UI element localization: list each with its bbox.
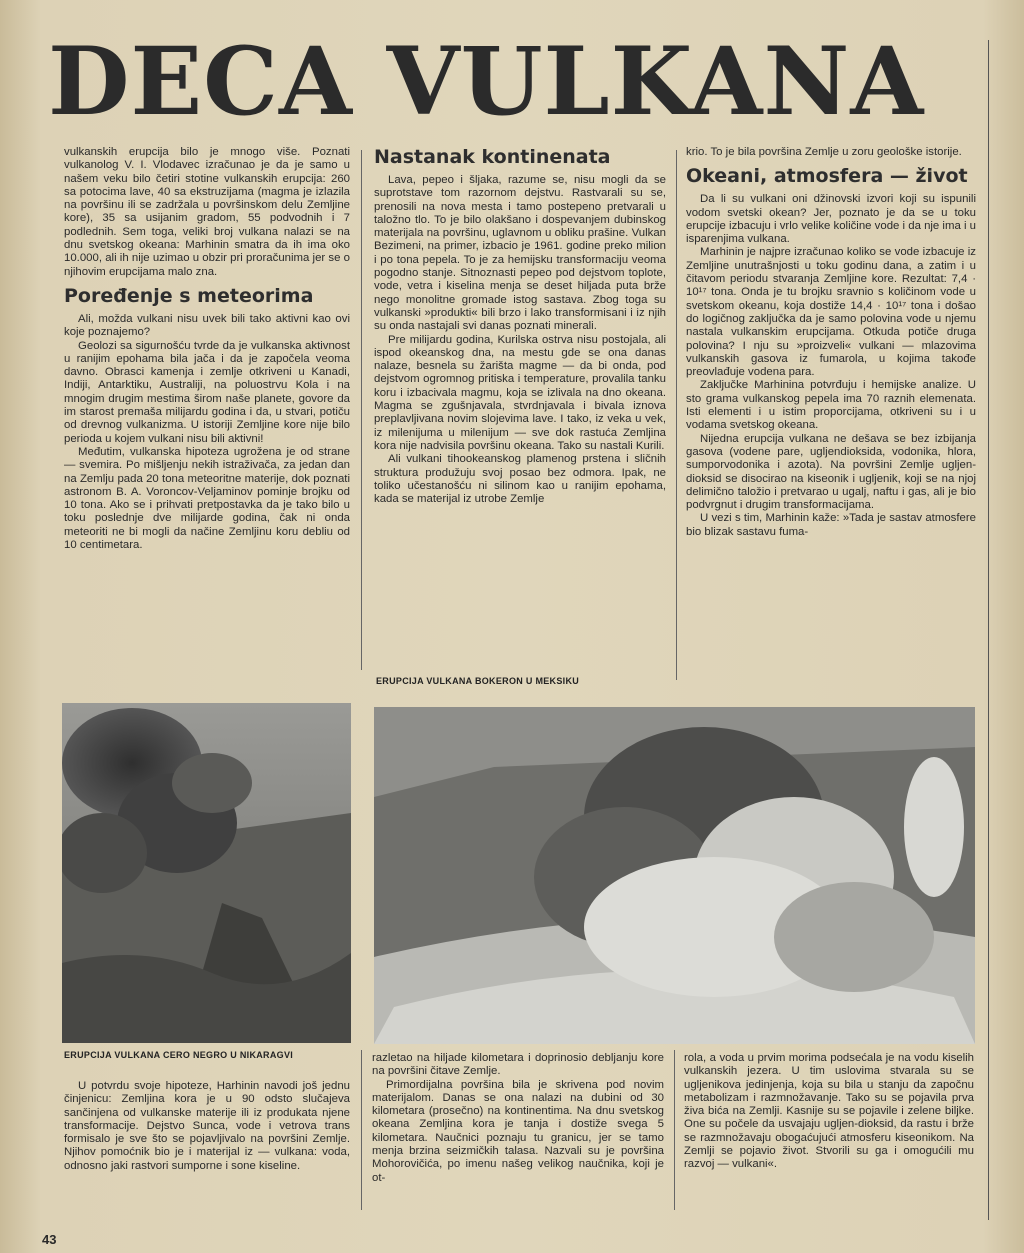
volcano-photo-left-image xyxy=(62,703,351,1043)
paragraph: Ali vulkani tihookeanskog plamenog prstena i sličnih struktura produžuju svoj posao bez odmora. Ipak, ne toliko učestanošću ni silinom kao u ranijim epohama, kada se materijal iz utrobe Zemlje xyxy=(374,453,666,506)
column-2-top xyxy=(374,146,666,676)
photo-cero-negro xyxy=(62,703,351,1043)
column-3-top xyxy=(686,146,976,691)
section-heading-okeani: Okeani, atmosfera — život xyxy=(686,165,968,188)
column-3-bottom xyxy=(684,1052,974,1212)
paragraph: vulkanskih erupcija bilo je mnogo više. Poznati vulkanolog V. I. Vlodavec izračunao je da je samo u našem veku bilo četiri stotine vulkanskih erupcija: 260 sa potocima lave, 40 sa ekstruzijama (magma je izlazila na površinu ili se zadržala u površinskom delu Zemljine kore), 35 sa usijanim gradom, 55 podvodnih i 7 podlednih. Sem toga, veliki broj vulkana nalazi se na dnu svetskog okeana: Marhinin smatra da ih ima oko 10.000, ali ih nije uzimao u obzir pri proračunima jer se o njihovim erupcijama malo zna. xyxy=(64,146,350,278)
paragraph: Primordijalna površina bila je skrivena pod novim materijalom. Danas se ona nalazi na dubini od 30 kilometara (prosečno) na kontinentima. Na dnu svetskog okeana Zemljina kora je tanja i dostiže svega 5 kilometara. Naučnici poznaju tu granicu, jer se tamo menja brzina seizmičkih talasa. Nazvali su je površina Mohorovičića, po imenu našeg velikog naučnika, koji je ot- xyxy=(372,1078,664,1184)
paragraph: Međutim, vulkanska hipoteza ugrožena je od strane — svemira. Po mišljenju nekih istraživača, za jedan dan na Zemlju pada 20 tona meteoritne materije, dok poznati astronom B. A. Voroncov-Veljaminov pominje brojku od 10 tona. Ako se i prihvati pretpostavka da je tako bilo u toku poslednje dve milijarde godina, čak ni onda meteoriti ne bi mogli da načine Zemljinu koru debliu od 10 centimetara. xyxy=(64,445,350,552)
paragraph: razletao na hiljade kilometara i doprinosio debljanju kore na površini čitave Zemlje. xyxy=(372,1052,664,1078)
paragraph: Lava, pepeo i šljaka, razume se, nisu mogli da se suprotstave tom razornom dejstvu. Rastvarali su se, prenosili na nova mesta i tamo postepeno pretvarali u taložno tlo. To je bilo olakšano i dospevanjem dubinskog materijala na površinu, uglavnom u obliku prašine. Vulkan Bezimeni, na primer, izbacio je 1961. godine preko milion i po tona pepela. To je za hemijsku transformaciju veoma pogodno stanje. Sitnoznasti pepeo pod dejstvom toplote, vode, vetra i kiselina menja se deset hiljada puta brže nego monolitne gromade istog sastava. Zbog toga su vulkanski »produkti« bili brzo i lako transformisani i iz njih su onda nastajali svi danas poznati minerali. xyxy=(374,174,666,333)
photo-caption-cero-negro: ERUPCIJA VULKANA CERO NEGRO U NIKARAGVI xyxy=(64,1050,294,1060)
paragraph: U vezi s tim, Marhinin kaže: »Tada je sastav atmosfere bio blizak sastavu fuma- xyxy=(686,512,976,538)
paragraph: Ali, možda vulkani nisu uvek bili tako aktivni kao ovi koje poznajemo? xyxy=(64,312,350,339)
volcano-photo-right-image xyxy=(374,707,975,1044)
section-heading-kontinenti: Nastanak kontinenata xyxy=(374,146,611,168)
photo-caption-bokeron: ERUPCIJA VULKANA BOKERON U MEKSIKU xyxy=(376,676,580,686)
page-number: 43 xyxy=(42,1232,57,1247)
column-divider xyxy=(361,1050,362,1210)
column-2-bottom xyxy=(372,1052,664,1212)
paragraph: U potvrdu svoje hipoteze, Harhinin navodi još jednu činjenicu: Zemljina kora je u 90 odsto slučajeva sančinjena od vulkanske materije ili iz produkata njene transformacije. Dejstvo Sunca, vode i vetrova trans formisalo je sve što se pojavljivalo na površini Zemlje. Njihov pomoćnik bio je i materijal iz — vulkana: voda, odnosno jaki rastvori sumporne i sone kiseline. xyxy=(64,1080,350,1172)
paragraph: Geolozi sa sigurnošću tvrde da je vulkanska aktivnost u ranijim epohama bila jača i da je započela veoma davno. Obrasci kamenja i zemlje otkriveni u Kanadi, Indiji, Antarktiku, Australiji, na poluostrvu Kola i na mnogim drugim mestima širom naše planete, govore da im starost premaša milijardu godina i da, u stvari, potiču od drevnog vulkanizma. U istoriji Zemljine kore nije bilo perioda u kojem vulkani nisu bili aktivni! xyxy=(64,339,350,445)
paragraph: Pre milijardu godina, Kurilska ostrva nisu postojala, ali ispod okeanskog dna, na mestu gde se ona danas nalaze, besnela su žarišta magme — da bi onda, pod dejstvom ogromnog pritiska i temperature, provalila tanku koru i izbacivala magmu, koja se izlivala na dno okeana. Magma se zgušnjavala, stvrdnjavala i bivala iznova preplavljivana novim slojevima lave. I tako, iz veka u vek, iz milenijuma u milenijum — sve dok rastuća Zemljina kora nije nadvisila površinu okeana. Tako su nastali Kurili. xyxy=(374,333,666,452)
section-heading-meteori: Poređenje s meteorima xyxy=(64,284,314,307)
column-1-top xyxy=(64,146,350,681)
right-border-rule xyxy=(988,40,989,1220)
paragraph: Da li su vulkani oni džinovski izvori koji su ispunili vodom svetski okean? Jer, poznato je da se u toku erupcije izbacuju i vrlo velike količine vode i da nje ima i u isparenjima vulkana. xyxy=(686,193,976,246)
column-divider xyxy=(361,150,362,670)
paragraph: Marhinin je najpre izračunao koliko se vode izbacuje iz Zemljine unutrašnjosti u toku godinu dana, a zatim i u čitavom periodu stvaranja Zemljine kore. Rezultat: 7,4 · 10¹⁷ tona. Onda je tu brojku sravnio s količinom vode u svetskom okeanu, koja dostiže 14,4 · 10¹⁷ tona i došao do logičnog zaključka da je samo polovina vode u njemu nastala vulkanskim erupcijama. Otkuda potiče druga polovina? I nju su »proizveli« vulkani — mlazovima vulkanskih gasova iz fumarola, u kojima takođe preovlađuje vodena para. xyxy=(686,246,976,379)
column-divider xyxy=(676,150,677,680)
paragraph: krio. To je bila površina Zemlje u zoru geološke istorije. xyxy=(686,146,962,158)
page-title: DECA VULKANA xyxy=(48,27,925,137)
paragraph: Nijedna erupcija vulkana ne dešava se bez izbijanja gasova (vodene pare, ugljendioksida, vodonika, hlora, sumporvodonika i azota). Na površini Zemlje ugljen-dioksid se disocirao na kiseonik i ugljenik, koji se na njoj delimično taložio i pretvarao u ugalj, naftu i gas, ali je bio podvrgnut i drugim transformacijama. xyxy=(686,432,976,512)
paragraph: rola, a voda u prvim morima podsećala je na vodu kiselih vulkanskih jezera. U tim uslovima stvarala su se ugljenikova jedinjenja, koja su bila u stanju da započnu metabolizam i razmnožavanje. Tako su se pojavila prva živa bića na Zemlji. Kasnije su se pojavile i zelene biljke. One su počele da usvajaju ugljen-dioksid, da rastu i brže se razmnožavaju obogaćujući atmosferu kiseonikom. Na Zemlji se pojavio život. Stvorili su ga i omogućili mu razvoj — vulkani«. xyxy=(684,1052,974,1171)
paragraph: Zaključke Marhinina potvrđuju i hemijske analize. U sto grama vulkanskog pepela ima 70 raznih elemenata. Isti elementi i u istim proporcijama, otkriveni su i u vodama svetskog okeana. xyxy=(686,379,976,432)
column-1-bottom xyxy=(64,1080,350,1210)
photo-bokeron xyxy=(374,707,975,1044)
column-divider xyxy=(674,1050,675,1210)
